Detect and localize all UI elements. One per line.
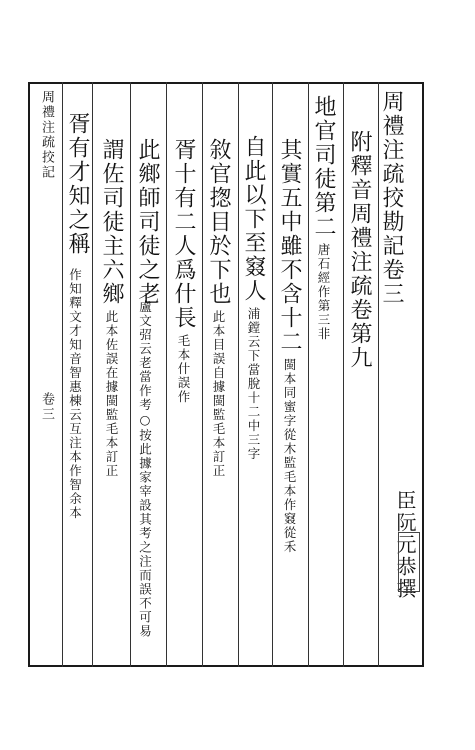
text-column-8-annotation <box>138 300 151 660</box>
column-rule <box>92 82 93 667</box>
text-column-2 <box>348 130 370 370</box>
column-rule <box>62 82 63 667</box>
column-rule <box>202 82 203 667</box>
text-column-10-annotation <box>68 268 81 658</box>
column-rule <box>308 82 309 667</box>
text-column-1 <box>380 90 402 306</box>
text-column-6 <box>207 138 229 478</box>
text-column-4 <box>278 138 300 554</box>
column-annotation: 閩本同蜜字從木監毛本作窡從禾 <box>282 358 297 554</box>
column-rule <box>130 82 131 667</box>
author-text: 臣阮元恭撰 <box>393 490 417 600</box>
column-main-text: 胥十有二人爲什長 <box>171 138 196 330</box>
column-main-text: 地官司徒第二 <box>311 95 336 239</box>
column-annotation: 毛本什誤作 <box>176 334 191 404</box>
column-rule <box>272 82 273 667</box>
text-column-3 <box>312 95 334 341</box>
seal-stamp <box>398 532 420 592</box>
column-main-text: 敘官揔目於下也 <box>206 138 231 306</box>
column-annotation: 浦鏜云下當脫十二中三字 <box>246 307 261 461</box>
column-main-text: 此鄉師司徒之老 <box>135 138 160 306</box>
text-column-8 <box>136 138 158 306</box>
column-annotation: 此本佐誤在據閩監毛本訂正 <box>104 310 119 478</box>
text-column-9 <box>100 138 122 478</box>
text-column-7 <box>172 138 194 404</box>
column-annotation: 作知釋文才知音智惠棟云互注本作智余本 <box>67 268 83 520</box>
column-annotation: 盧文弨云老當作考○按此據家宰設其考之注而誤不可易 <box>137 300 153 639</box>
gutter-title <box>40 90 53 180</box>
text-column-5 <box>242 135 264 461</box>
column-annotation: 此本目誤自據閩監毛本訂正 <box>211 310 226 478</box>
column-rule <box>343 82 344 667</box>
gutter-volume-text: 卷三 <box>39 392 54 422</box>
text-column-10 <box>66 112 88 256</box>
column-main-text: 謂佐司徒主六鄉 <box>99 138 124 306</box>
column-main-text: 胥有才知之稱 <box>65 112 90 256</box>
column-annotation: 唐石經作第三非 <box>316 243 331 341</box>
column-main-text: 周禮注疏挍勘記卷三 <box>379 90 404 306</box>
column-main-text: 其實五中雖不含十二 <box>277 138 302 354</box>
column-main-text: 附釋音周禮注疏卷第九 <box>347 130 372 370</box>
column-rule <box>166 82 167 667</box>
gutter-title-text: 周禮注疏挍記 <box>39 90 54 180</box>
gutter-volume <box>40 392 53 422</box>
column-main-text: 自此以下至窡人 <box>241 135 266 303</box>
column-rule <box>238 82 239 667</box>
